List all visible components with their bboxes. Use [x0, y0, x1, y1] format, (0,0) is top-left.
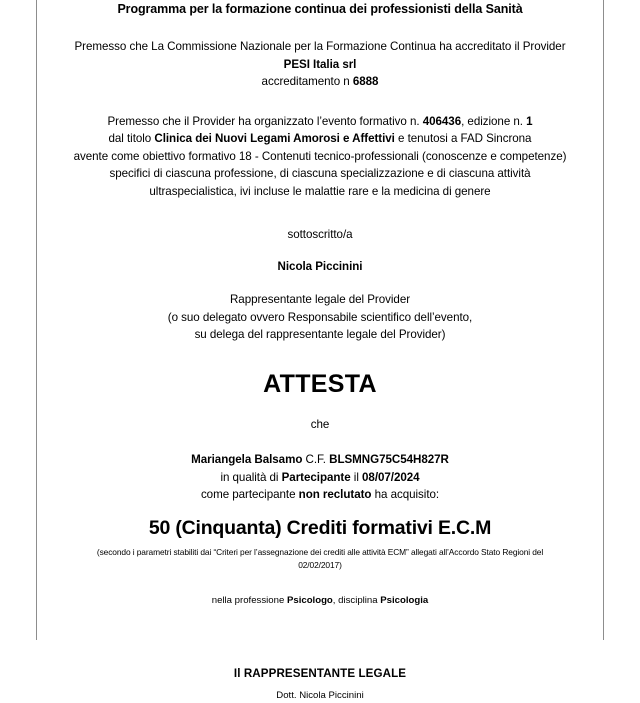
fiscal-code-label: C.F. — [302, 453, 330, 466]
event-intro-line — [45, 113, 595, 131]
objective-line-2: specifici di ciascuna professione, di ciascuna specializzazione e di ciascuna attività — [109, 167, 531, 180]
fiscal-code: BLSMNG75C54H827R — [329, 453, 449, 466]
event-edition-label: , edizione n. — [461, 114, 527, 128]
participant-line — [45, 451, 595, 469]
attests-heading: ATTESTA — [263, 369, 377, 398]
participant-name: Mariangela Balsamo — [191, 453, 303, 466]
fineprint-line-1: (secondo i parametri stabiliti dai “Criteri per l’assegnazione dei crediti alle attività ECM” allegati all’Accordo Stato Regioni del — [96, 546, 544, 557]
signature-title: Il RAPPRESENTANTE LEGALE — [233, 666, 407, 680]
fineprint-line-2: 02/02/2017) — [298, 559, 342, 570]
event-title: Clinica dei Nuovi Legami Amorosi e Affettivi — [154, 132, 395, 145]
event-title-suffix: e tenutosi a FAD Sincrona — [394, 132, 532, 145]
signatory-role-line-2: (o suo delegato ovvero Responsabile scientifico dell’evento, — [167, 310, 473, 324]
that-label: che — [310, 417, 330, 431]
objective-line-1: avente come obiettivo formativo 18 - Contenuti tecnico-professionali (conoscenze e competenze) — [73, 149, 567, 163]
spacer — [45, 275, 595, 291]
accreditation-line — [45, 73, 595, 91]
spacer — [45, 433, 595, 451]
role-line — [45, 469, 595, 487]
credits-awarded: 50 (Cinquanta) Crediti formativi E.C.M — [148, 516, 492, 539]
recruitment-suffix: ha acquisito: — [371, 488, 440, 501]
signatory-role-line-3: su delega del rappresentante legale del Provider) — [194, 328, 446, 341]
signatory-role-line-1: Rappresentante legale del Provider — [229, 293, 411, 306]
spacer — [45, 504, 595, 516]
discipline-label: , disciplina — [332, 594, 381, 606]
spacer — [45, 398, 595, 416]
accreditation-label: accreditamento n — [261, 75, 353, 88]
participation-date: 08/07/2024 — [362, 470, 420, 484]
role-prefix: in qualità di — [220, 470, 282, 484]
event-edition: 1 — [526, 114, 533, 128]
profession-line — [45, 594, 595, 608]
profession-value: Psicologo — [286, 594, 333, 606]
event-intro-prefix: Premesso che il Provider ha organizzato l’evento formativo n. — [107, 114, 423, 128]
right-margin-rule — [603, 0, 604, 640]
signature-name: Dott. Nicola Piccinini — [276, 689, 364, 701]
signed-by-label: sottoscritto/a — [287, 228, 353, 241]
page-title: Programma per la formazione continua dei professionisti della Sanità — [117, 2, 523, 16]
spacer — [45, 681, 595, 689]
discipline-value: Psicologia — [380, 594, 429, 606]
recruitment-status: non reclutato — [298, 488, 372, 501]
spacer — [45, 244, 595, 258]
signatory-name: Nicola Piccinini — [277, 259, 363, 273]
event-title-prefix: dal titolo — [108, 132, 155, 145]
spacer — [45, 608, 595, 666]
spacer — [45, 200, 595, 226]
recruitment-prefix: come partecipante — [200, 488, 299, 501]
provider-name: PESI Italia srl — [283, 57, 357, 71]
spacer — [45, 16, 595, 38]
role-date-label: il — [350, 470, 363, 484]
spacer — [45, 344, 595, 370]
accreditation-number: 6888 — [352, 75, 379, 88]
spacer — [45, 572, 595, 594]
spacer — [45, 91, 595, 113]
participant-role: Partecipante — [281, 470, 351, 484]
certificate-content — [37, 0, 603, 703]
objective-line-3: ultraspecialistica, ivi incluse le malattie rare e la medicina di genere — [149, 184, 491, 198]
provider-intro-line: Premesso che La Commissione Nazionale per la Formazione Continua ha accreditato il Provider — [74, 40, 566, 53]
event-title-line — [45, 130, 595, 148]
recruitment-line — [45, 486, 595, 504]
profession-prefix: nella professione — [211, 594, 287, 606]
event-number: 406436 — [422, 114, 462, 128]
